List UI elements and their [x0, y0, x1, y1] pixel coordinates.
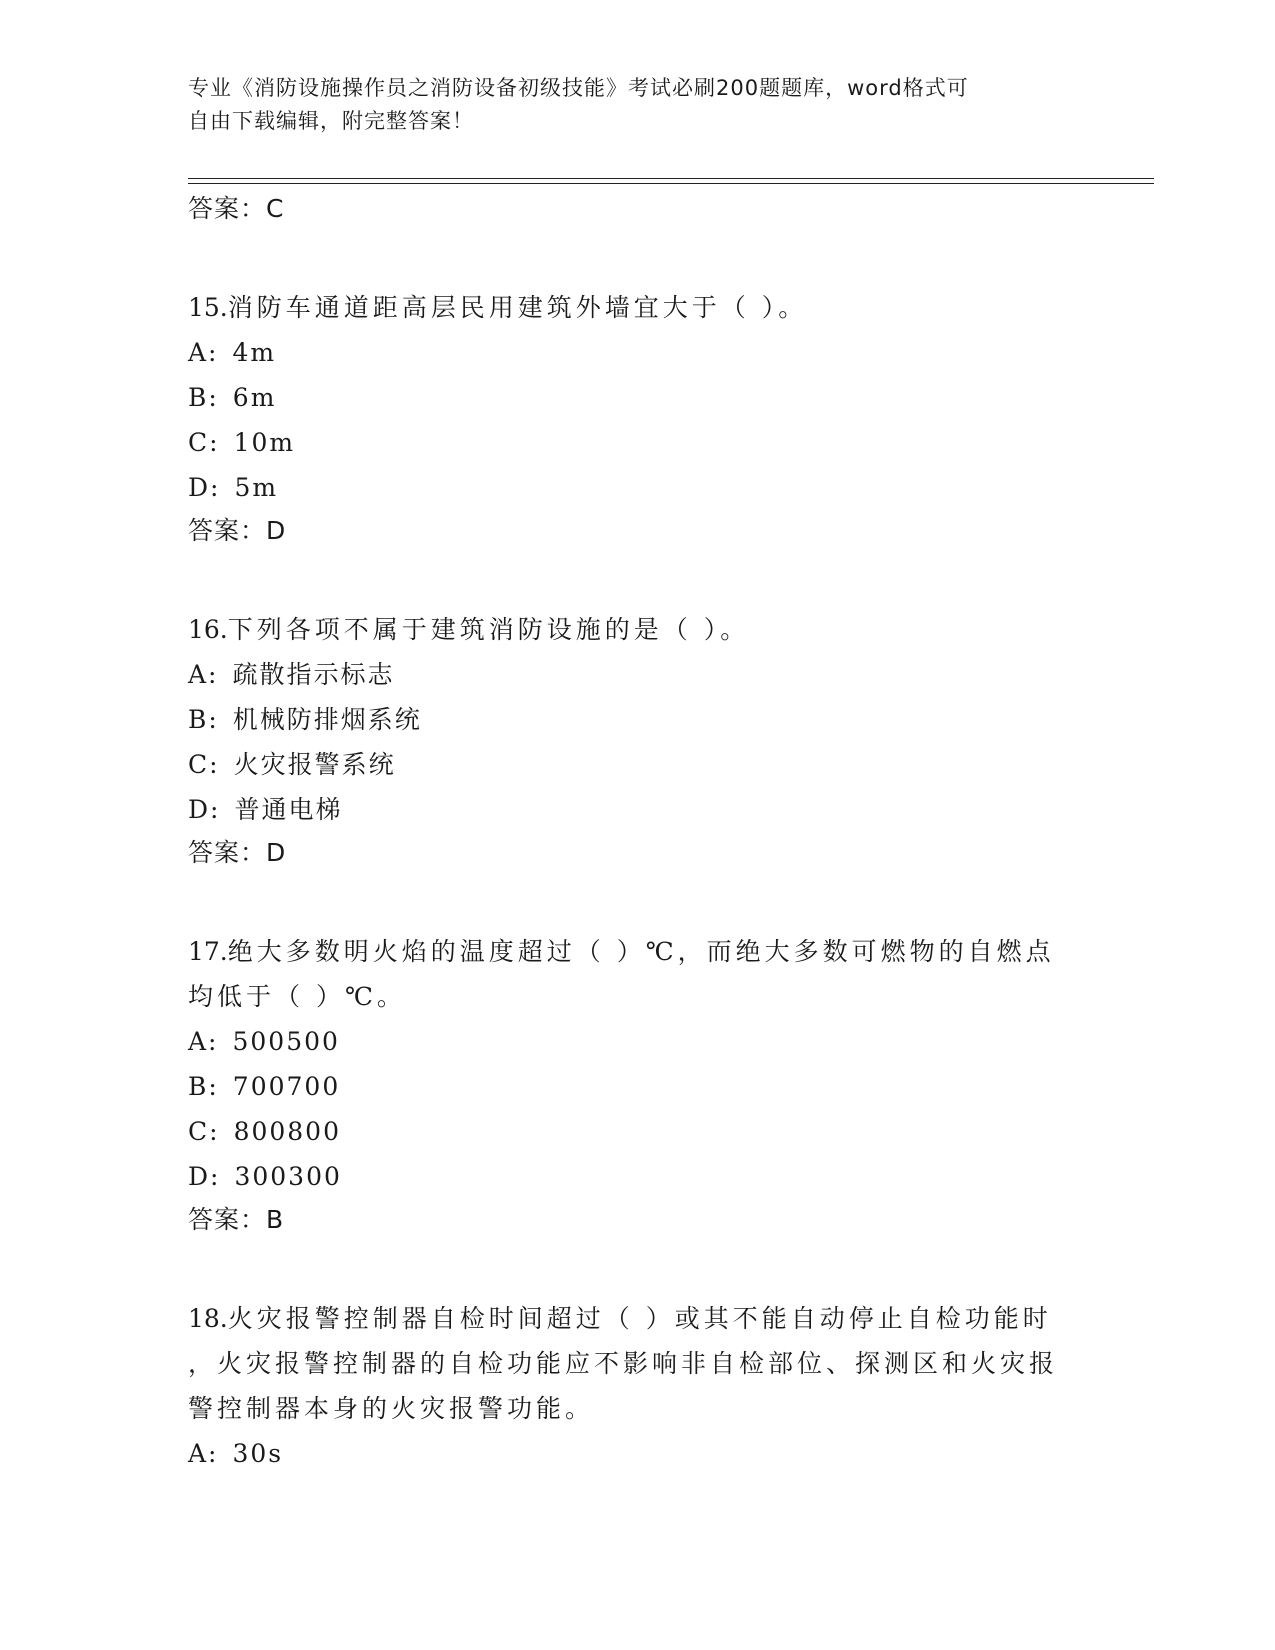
- question-text: 绝大多数明火焰的温度超过（ ）℃，而绝大多数可燃物的自燃点: [227, 937, 1055, 966]
- option-label: A:: [188, 1027, 219, 1056]
- option-a: [188, 1019, 1088, 1064]
- option-text: 700700: [232, 1072, 341, 1101]
- question-number: 17.: [188, 937, 228, 966]
- question-stem-continued: 警控制器本身的火灾报警功能。: [188, 1394, 595, 1423]
- question-number: 18.: [188, 1304, 228, 1333]
- option-b: [188, 1064, 1088, 1109]
- option-a: [188, 652, 1088, 697]
- option-label: A:: [188, 660, 219, 689]
- option-text: 30s: [232, 1439, 284, 1468]
- option-a: [188, 330, 1088, 375]
- previous-answer: 答案：C: [188, 194, 285, 223]
- question-number: 16.: [188, 615, 228, 644]
- option-text: 火灾报警系统: [233, 750, 396, 779]
- header-rule-top: [188, 178, 1154, 179]
- question-stem: [188, 929, 1088, 974]
- question-15: [188, 285, 1088, 546]
- option-c: [188, 1109, 1088, 1154]
- option-a: [188, 1431, 1088, 1476]
- option-label: A:: [188, 338, 219, 367]
- option-text: 疏散指示标志: [232, 660, 395, 689]
- option-label: C:: [188, 1117, 220, 1146]
- answer: 答案：B: [188, 1205, 285, 1234]
- option-label: C:: [188, 750, 220, 779]
- option-b: [188, 375, 1088, 420]
- option-label: B:: [188, 383, 219, 412]
- option-text: 普通电梯: [234, 795, 343, 824]
- option-text: 5m: [234, 473, 279, 502]
- document-header: [188, 72, 1088, 138]
- option-text: 500500: [232, 1027, 340, 1056]
- question-text: 火灾报警控制器自检时间超过（ ）或其不能自动停止自检功能时: [227, 1304, 1052, 1333]
- option-text: 300300: [234, 1162, 342, 1191]
- header-rule-bottom: [188, 183, 1154, 184]
- question-stem-continued: 均低于（ ）℃。: [188, 982, 406, 1011]
- option-label: D:: [188, 795, 221, 824]
- option-label: D:: [188, 1162, 221, 1191]
- option-text: 4m: [232, 338, 277, 367]
- option-text: 6m: [232, 383, 277, 412]
- question-stem: [188, 607, 1088, 652]
- option-c: [188, 420, 1088, 465]
- question-number: 15.: [188, 293, 228, 322]
- question-text: 下列各项不属于建筑消防设施的是（ ）。: [227, 615, 750, 644]
- answer: 答案：D: [188, 838, 287, 867]
- answer: 答案：D: [188, 516, 287, 545]
- question-stem-continued: ，火灾报警控制器的自检功能应不影响非自检部位、探测区和火灾报: [188, 1349, 1059, 1378]
- option-d: [188, 787, 1088, 832]
- option-label: C:: [188, 428, 220, 457]
- option-label: B:: [188, 1072, 219, 1101]
- option-label: D:: [188, 473, 221, 502]
- option-text: 10m: [233, 428, 296, 457]
- option-text: 机械防排烟系统: [232, 705, 422, 734]
- question-18: [188, 1296, 1088, 1476]
- option-text: 800800: [233, 1117, 341, 1146]
- option-b: [188, 697, 1088, 742]
- header-line-1: 专业《消防设施操作员之消防设备初级技能》考试必刷200题题库，word格式可: [188, 76, 969, 100]
- question-17: [188, 929, 1088, 1235]
- question-text: 消防车通道距高层民用建筑外墙宜大于（ ）。: [227, 293, 808, 322]
- option-c: [188, 742, 1088, 787]
- option-d: [188, 465, 1088, 510]
- option-label: B:: [188, 705, 219, 734]
- question-stem: [188, 1296, 1088, 1341]
- option-label: A:: [188, 1439, 219, 1468]
- option-d: [188, 1154, 1088, 1199]
- question-16: [188, 607, 1088, 868]
- header-line-2: 自由下载编辑，附完整答案！: [188, 109, 474, 133]
- question-stem: [188, 285, 1088, 330]
- question-list: [188, 190, 1088, 1476]
